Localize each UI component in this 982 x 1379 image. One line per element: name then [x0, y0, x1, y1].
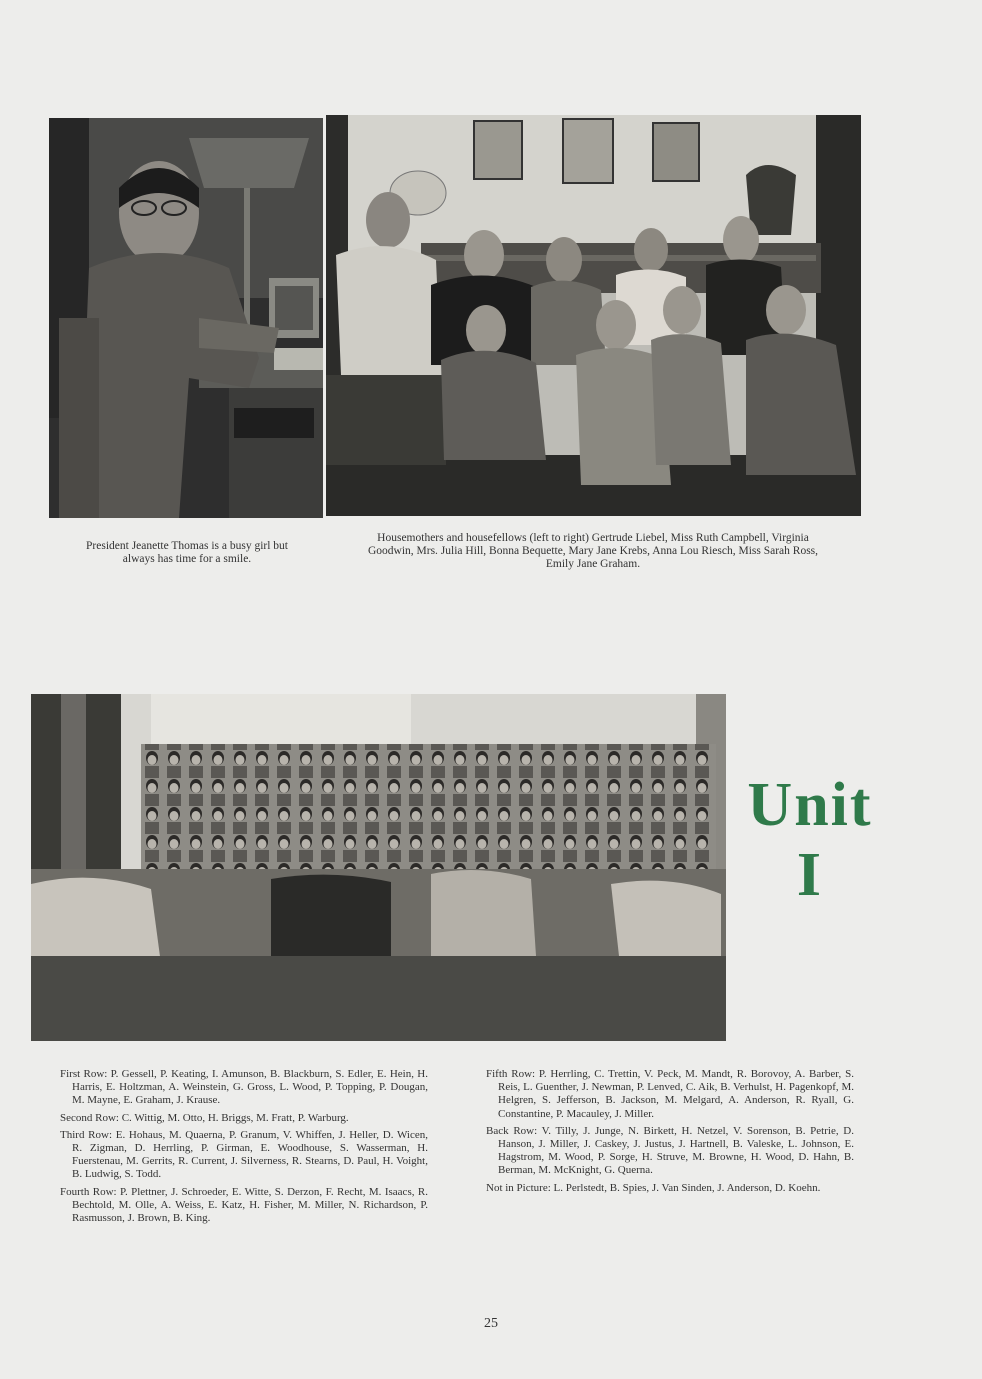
- names-right-column: [486, 1068, 854, 1199]
- unit-title-line1: Unit: [747, 771, 873, 839]
- third-row-names: Third Row: E. Hohaus, M. Quaerna, P. Granum, V. Whiffen, J. Heller, D. Wicen, R. Zigman, D. Herrling, P. Girman, E. Woodhouse, S. Wasserman, H. Fuerstenau, M. Gerrits, R. Current, J. Silverness, R. Stearns, D. Paul, H. Voight, B. Ludwig, S. Todd.: [60, 1128, 428, 1181]
- unit-title: [730, 770, 890, 910]
- second-row-names: Second Row: C. Wittig, M. Otto, H. Briggs, M. Fratt, P. Warburg.: [60, 1111, 349, 1124]
- president-caption: President Jeanette Thomas is a busy girl but always has time for a smile.: [86, 540, 288, 565]
- group-photo: [31, 694, 726, 1041]
- back-row-names: Back Row: V. Tilly, J. Junge, N. Birkett, H. Netzel, V. Sorenson, B. Petrie, D. Hanson, J. Miller, J. Caskey, J. Justus, J. Hartnell, B. Valeske, L. Johnson, E. Hagstrom, M. Wood, P. Sorge, H. Struve, M. Browne, H. Wood, D. Hahn, B. Berman, M. McKnight, G. Querna.: [486, 1124, 854, 1177]
- president-photo: [49, 118, 323, 518]
- fifth-row-names: Fifth Row: P. Herrling, C. Trettin, V. Peck, M. Mandt, R. Borovoy, A. Barber, S. Reis, L. Guenther, J. Newman, P. Lenved, C. Aik, B. Verhulst, H. Pagenkopf, M. Helgren, S. Jefferson, B. Jackson, M. Melgard, A. Anderson, R. Ryall, G. Constantine, P. Macauley, J. Miller.: [486, 1068, 854, 1120]
- first-row-names: First Row: P. Gessell, P. Keating, I. Amunson, B. Blackburn, S. Edler, E. Hein, H. Harris, E. Holtzman, A. Weinstein, G. Gross, L. Wood, P. Topping, P. Dougan, M. Mayne, E. Graham, J. Krause.: [60, 1068, 428, 1107]
- unit-title-line2: I: [796, 841, 824, 909]
- page-number: 25: [484, 1316, 498, 1331]
- fourth-row-names: Fourth Row: P. Plettner, J. Schroeder, E. Witte, S. Derzon, F. Recht, M. Isaacs, R. Bechtold, M. Olle, A. Weiss, E. Katz, H. Fisher, M. Miller, N. Richardson, P. Rasmusson, J. Brown, B. King.: [60, 1185, 428, 1225]
- names-left-column: [60, 1068, 428, 1229]
- not-in-picture-names: Not in Picture: L. Perlstedt, B. Spies, J. Van Sinden, J. Anderson, D. Koehn.: [486, 1181, 821, 1194]
- housemothers-photo: [326, 115, 861, 516]
- housemothers-caption: Housemothers and housefellows (left to right) Gertrude Liebel, Miss Ruth Campbell, Virginia Goodwin, Mrs. Julia Hill, Bonna Bequette, Mary Jane Krebs, Anna Lou Riesch, Miss Sarah Ross, Emily Jane Graham.: [367, 532, 819, 570]
